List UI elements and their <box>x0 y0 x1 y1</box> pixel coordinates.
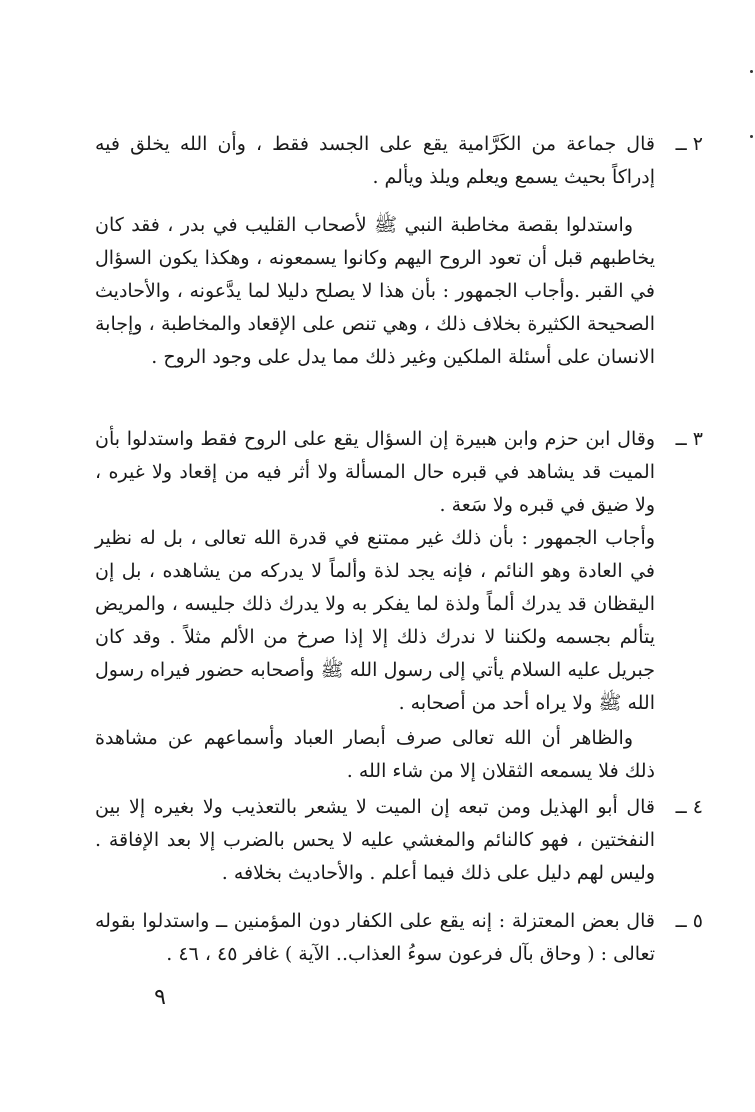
paragraph-evidence-qalib: واستدلوا بقصة مخاطبة النبي ﷺ لأصحاب القليب في بدر ، فقد كان يخاطبهم قبل أن تعود الروح اليهم وكانوا يسمعونه ، وهكذا يكون السؤال في القبر .وأجاب الجمهور : بأن هذا لا يصلح دليلا لما يدَّعونه ، والأحاديث الصحيحة الكثيرة بخلاف ذلك ، وهي تنص على الإقعاد والمخاطبة ، وإجابة الانسان على أسئلة الملكين وغير ذلك مما يدل على وجود الروح . <box>95 214 655 368</box>
scan-mark <box>750 135 753 138</box>
page-number: ٩ <box>154 985 166 1010</box>
scan-mark <box>750 70 753 73</box>
numbered-item-4 <box>95 791 703 890</box>
item-text: قال بعض المعتزلة : إنه يقع على الكفار دون المؤمنين ــ واستدلوا بقوله تعالى : ( وحاق بآل فرعون سوءُ العذاب.. الآية ) غافر ٤٥ ، ٤٦ . <box>95 910 655 965</box>
numbered-item-5 <box>95 905 703 971</box>
item-number: ٥ ــ <box>675 910 703 932</box>
numbered-item-3 <box>95 423 703 522</box>
item-text: قال جماعة من الكَرَّامية يقع على الجسد فقط ، وأن الله يخلق فيه إدراكاً بحيث يسمع ويعلم ويلذ ويألم . <box>95 133 655 188</box>
item-number: ٢ ــ <box>675 133 703 155</box>
item-number: ٤ ــ <box>675 796 703 818</box>
numbered-item-2 <box>95 128 703 194</box>
item-number: ٣ ــ <box>675 428 703 450</box>
paragraph-conclusion: والظاهر أن الله تعالى صرف أبصار العباد وأسماعهم عن مشاهدة ذلك فلا يسمعه الثقلان إلا من شاء الله . <box>95 727 655 782</box>
item-text: قال أبو الهذيل ومن تبعه إن الميت لا يشعر بالتعذيب ولا بغيره إلا بين النفختين ، فهو كالنائم والمغشي عليه لا يحس بالضرب إلا بعد الإفاقة . وليس لهم دليل على ذلك فيما أعلم . والأحاديث بخلافه . <box>95 796 655 884</box>
item-text: وقال ابن حزم وابن هبيرة إن السؤال يقع على الروح فقط واستدلوا بأن الميت قد يشاهد في قبره حال المسألة ولا أثر فيه من إقعاد ولا غيره ، ولا ضيق في قبره ولا سَعة . <box>95 428 655 516</box>
paragraph-majority-reply: وأجاب الجمهور : بأن ذلك غير ممتنع في قدرة الله تعالى ، بل له نظير في العادة وهو النائم ، فإنه يجد لذة وألماً لا يدركه من يشاهده ، بل إن اليقظان قد يدرك ألماً ولذة لما يفكر به ولا يدرك ذلك جليسه ، والمريض يتألم بجسمه ولكننا لا ندرك ذلك إلا إذا صرخ من الألم مثلاً . وقد كان جبريل عليه السلام يأتي إلى رسول الله ﷺ وأصحابه حضور فيراه رسول الله ﷺ ولا يراه أحد من أصحابه . <box>95 527 655 714</box>
